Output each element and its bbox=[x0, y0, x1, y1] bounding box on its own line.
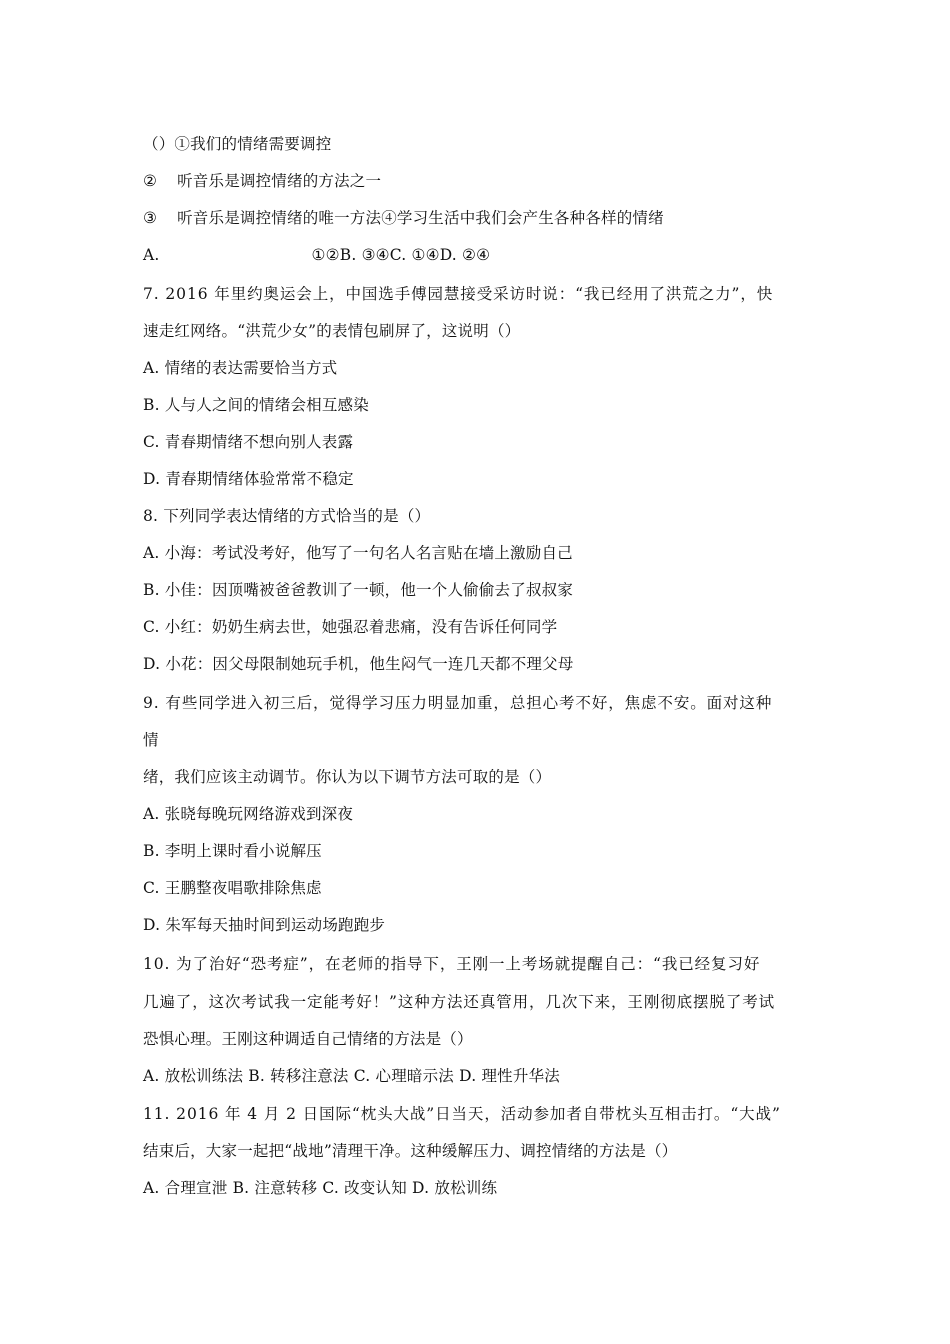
q6-line-options: A. ①②B. ③④C. ①④D. ②④ bbox=[143, 246, 491, 264]
q8-option-d: D. 小花：因父母限制她玩手机，他生闷气一连几天都不理父母 bbox=[143, 655, 574, 673]
q9-stem-line-2: 情 bbox=[143, 731, 159, 749]
q6-line-statement-1: （）①我们的情绪需要调控 bbox=[143, 135, 332, 153]
q8-option-a: A. 小海：考试没考好，他写了一句名人名言贴在墙上激励自己 bbox=[143, 544, 573, 562]
q10-options: A. 放松训练法 B. 转移注意法 C. 心理暗示法 D. 理性升华法 bbox=[143, 1067, 560, 1085]
q11-stem-line-2: 结束后，大家一起把“战地”清理干净。这种缓解压力、调控情绪的方法是（） bbox=[143, 1142, 678, 1160]
q7-stem-line-2: 速走红网络。“洪荒少女”的表情包刷屏了，这说明（） bbox=[143, 322, 521, 340]
q7-option-d: D. 青春期情绪体验常常不稳定 bbox=[143, 470, 354, 488]
q7-stem-line-1: 7. 2016 年里约奥运会上，中国选手傅园慧接受采访时说：“我已经用了洪荒之力”，快 bbox=[143, 285, 774, 303]
q9-stem-line-1: 9. 有些同学进入初三后，觉得学习压力明显加重，总担心考不好，焦虑不安。面对这种 bbox=[143, 694, 773, 712]
q11-stem-line-1: 11. 2016 年 4 月 2 日国际“枕头大战”日当天，活动参加者自带枕头互相击打。“大战” bbox=[143, 1105, 781, 1123]
q8-option-b: B. 小佳：因顶嘴被爸爸教训了一顿，他一个人偷偷去了叔叔家 bbox=[143, 581, 574, 599]
q10-stem-line-3: 恐惧心理。王刚这种调适自己情绪的方法是（） bbox=[143, 1030, 473, 1048]
q8-option-c: C. 小红：奶奶生病去世，她强忍着悲痛，没有告诉任何同学 bbox=[143, 618, 558, 636]
q7-option-b: B. 人与人之间的情绪会相互感染 bbox=[143, 396, 369, 414]
q9-option-d: D. 朱军每天抽时间到运动场跑跑步 bbox=[143, 916, 386, 934]
q6-line-statement-3: ③ 听音乐是调控情绪的唯一方法④学习生活中我们会产生各种各样的情绪 bbox=[143, 209, 664, 227]
q10-stem-line-2: 几遍了，这次考试我一定能考好！”这种方法还真管用，几次下来，王刚彻底摆脱了考试 bbox=[143, 993, 776, 1011]
q6-line-statement-2: ② 听音乐是调控情绪的方法之一 bbox=[143, 172, 382, 190]
q9-option-b: B. 李明上课时看小说解压 bbox=[143, 842, 322, 860]
q11-options: A. 合理宣泄 B. 注意转移 C. 改变认知 D. 放松训练 bbox=[143, 1179, 498, 1197]
q7-option-a: A. 情绪的表达需要恰当方式 bbox=[143, 359, 338, 377]
q8-stem: 8. 下列同学表达情绪的方式恰当的是（） bbox=[143, 507, 431, 525]
q10-stem-line-1: 10. 为了治好“恐考症”，在老师的指导下，王刚一上考场就提醒自己：“我已经复习好 bbox=[143, 955, 761, 973]
q9-option-c: C. 王鹏整夜唱歌排除焦虑 bbox=[143, 879, 322, 897]
q7-option-c: C. 青春期情绪不想向别人表露 bbox=[143, 433, 354, 451]
q9-stem-line-3: 绪，我们应该主动调节。你认为以下调节方法可取的是（） bbox=[143, 768, 552, 786]
q9-option-a: A. 张晓每晚玩网络游戏到深夜 bbox=[143, 805, 354, 823]
